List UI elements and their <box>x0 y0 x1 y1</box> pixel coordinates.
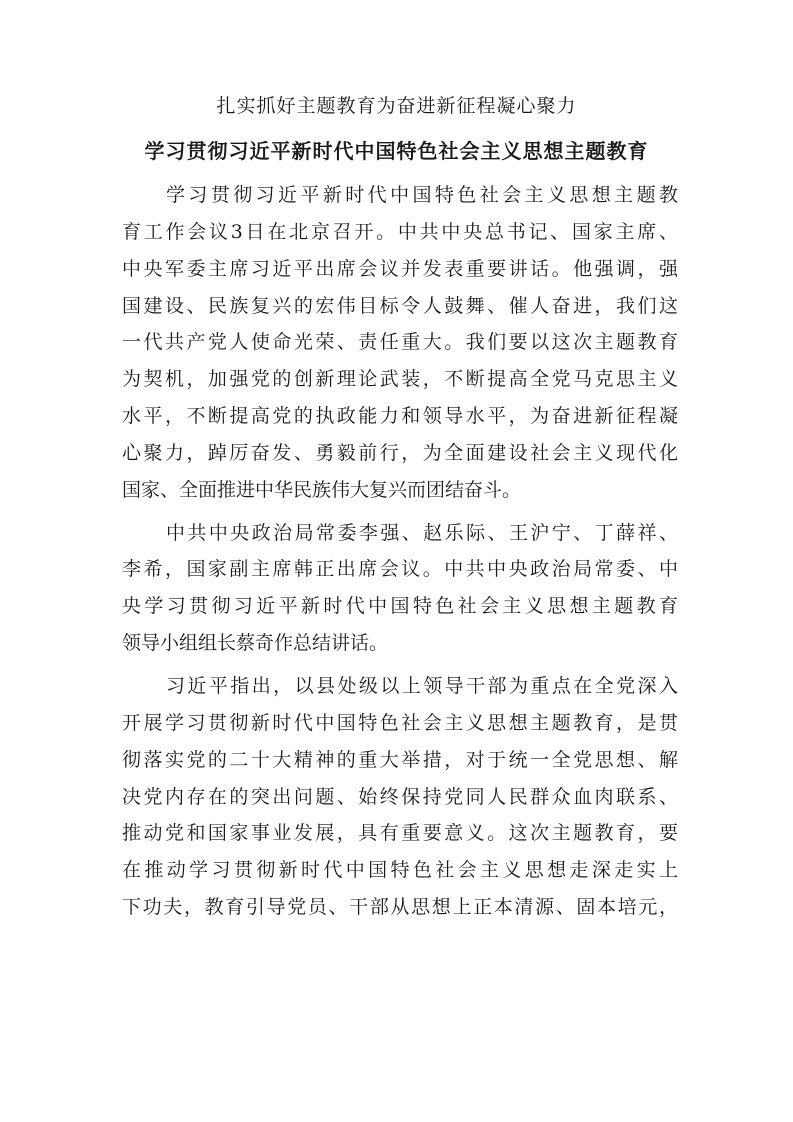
paragraph-line: 开展学习贯彻新时代中国特色社会主义思想主题教育，是贯 <box>122 711 678 734</box>
document-title: 学习贯彻习近平新时代中国特色社会主义思想主题教育 <box>144 139 649 163</box>
paragraph-line: 领导小组组长蔡奇作总结讲话。 <box>122 632 389 655</box>
paragraph-line: 推动党和国家事业发展，具有重要意义。这次主题教育，要 <box>122 822 678 845</box>
document-body <box>122 177 678 926</box>
paragraph-line: 国建设、民族复兴的宏伟目标令人鼓舞、催人奋进，我们这 <box>122 294 678 317</box>
paragraph-line: 李希，国家副主席韩正出席会议。中共中央政治局常委、中 <box>122 558 678 581</box>
paragraph-2 <box>122 515 678 662</box>
paragraph-line: 为契机，加强党的创新理论武装，不断提高全党马克思主义 <box>122 368 678 391</box>
paragraph-line: 决党内存在的突出问题、始终保持党同人民群众血肉联系、 <box>122 785 678 808</box>
paragraph-line: 国家、全面推进中华民族伟大复兴而团结奋斗。 <box>122 478 522 501</box>
paragraph-line: 习近平指出，以县处级以上领导干部为重点在全党深入 <box>166 674 678 697</box>
paragraph-line: 中共中央政治局常委李强、赵乐际、王沪宁、丁薛祥、 <box>166 521 678 544</box>
paragraph-line: 一代共产党人使命光荣、责任重大。我们要以这次主题教育 <box>122 331 678 354</box>
document-subtitle: 扎实抓好主题教育为奋进新征程凝心聚力 <box>216 95 577 117</box>
paragraph-3 <box>122 668 678 926</box>
paragraph-1 <box>122 177 678 509</box>
paragraph-line: 心聚力，踔厉奋发、勇毅前行，为全面建设社会主义现代化 <box>122 441 678 464</box>
paragraph-line: 学习贯彻习近平新时代中国特色社会主义思想主题教 <box>166 184 678 206</box>
paragraph-line: 水平，不断提高党的执政能力和领导水平，为奋进新征程凝 <box>122 405 678 428</box>
paragraph-line: 育工作会议3日在北京召开。中共中央总书记、国家主席、 <box>122 220 678 243</box>
paragraph-line: 在推动学习贯彻新时代中国特色社会主义思想走深走实上 <box>122 859 678 882</box>
paragraph-line: 中央军委主席习近平出席会议并发表重要讲话。他强调，强 <box>122 257 678 280</box>
paragraph-line: 下功夫，教育引导党员、干部从思想上正本清源、固本培元， <box>122 896 678 919</box>
paragraph-line: 彻落实党的二十大精神的重大举措，对于统一全党思想、解 <box>122 748 678 771</box>
paragraph-line: 央学习贯彻习近平新时代中国特色社会主义思想主题教育 <box>122 595 678 618</box>
